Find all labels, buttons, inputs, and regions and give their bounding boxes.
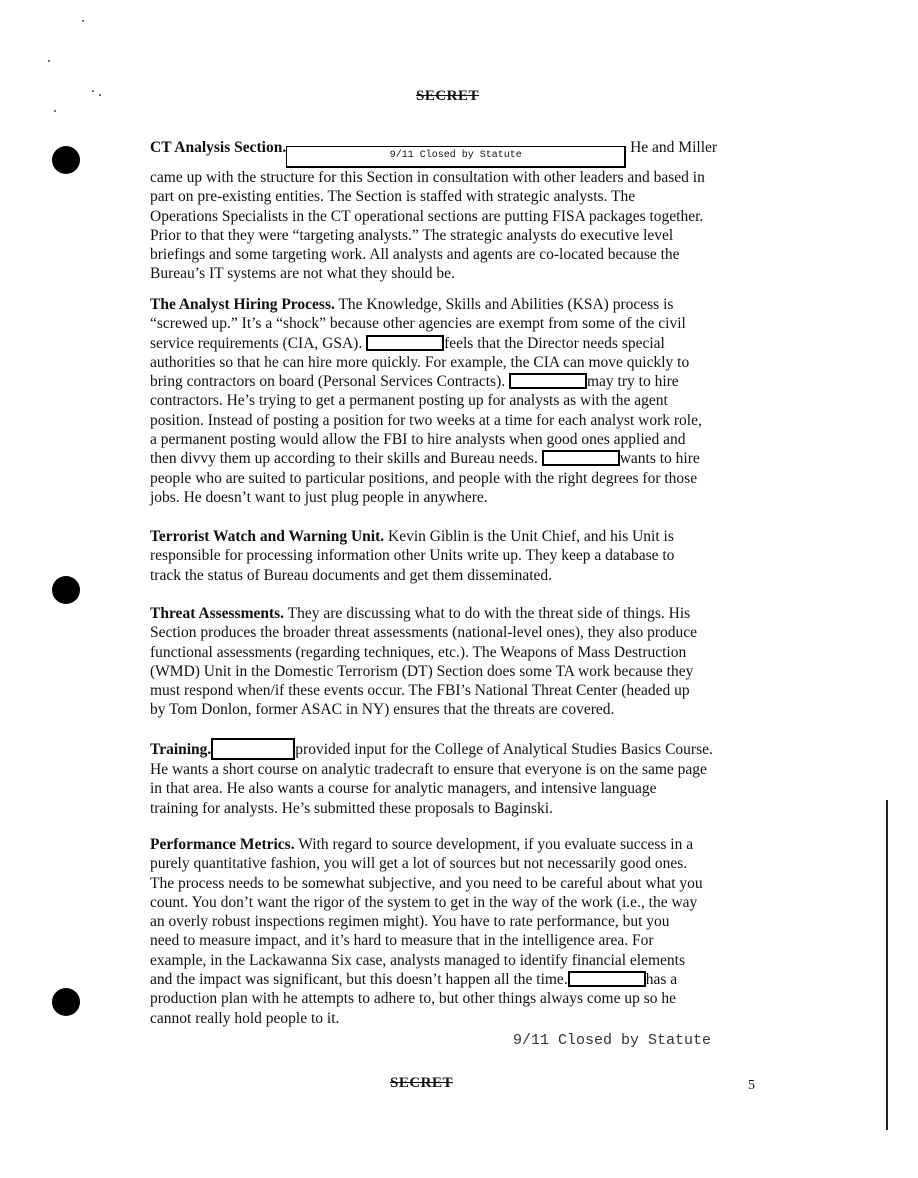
paragraph-performance-metrics <box>150 835 762 1028</box>
text-line: has a <box>645 971 678 989</box>
paragraph-analyst-hiring <box>150 295 762 507</box>
text-line: service requirements (CIA, GSA). <box>150 334 363 352</box>
text-line: feels that the Director needs special <box>444 334 665 352</box>
redaction-box <box>509 373 587 389</box>
margin-rule <box>886 800 888 1130</box>
text-line: bring contractors on board (Personal Services Contracts). <box>150 373 506 391</box>
text-line: He wants a short course on analytic tradecraft to ensure that everyone is on the same page <box>150 761 707 778</box>
paragraph-training <box>150 738 762 818</box>
classification-top: SECRET <box>416 88 480 104</box>
speck <box>92 90 94 92</box>
paragraph-heading: The Analyst Hiring Process. <box>150 296 335 313</box>
text-line: wants to hire <box>619 450 700 468</box>
paragraph-threat-assessments <box>150 604 762 720</box>
paragraph-heading: Threat Assessments. <box>150 605 285 622</box>
speck <box>48 60 50 62</box>
punch-hole <box>52 576 80 604</box>
redaction-box: 9/11 Closed by Statute <box>286 146 626 168</box>
text-line: in that area. He also wants a course for analytic managers, and intensive language <box>150 780 657 798</box>
text-line: came up with the structure for this Section in consultation with other leaders and based in <box>150 169 705 186</box>
redaction-box <box>366 335 444 351</box>
text-line: “screwed up.” It’s a “shock” because other agencies are exempt from some of the civil <box>150 315 686 333</box>
text-line: He and Miller <box>630 139 718 156</box>
redaction-box <box>542 450 620 466</box>
speck <box>82 20 84 22</box>
classification-bottom: SECRET <box>390 1075 454 1091</box>
paragraph-heading: Performance Metrics. <box>150 836 295 853</box>
text-line: must respond when/if these events occur. The FBI’s National Threat Center (headed up <box>150 682 690 700</box>
punch-hole <box>52 988 80 1016</box>
speck <box>54 110 56 112</box>
text-line: Section produces the broader threat assessments (national-level ones), they also produce <box>150 624 698 642</box>
text-line: count. You don’t want the rigor of the system to get in the way of the work (i.e., the way <box>150 893 698 911</box>
paragraph-ct-analysis <box>150 138 762 284</box>
text-line: authorities so that he can hire more quickly. For example, the CIA can move quickly to <box>150 353 690 371</box>
text-line: (WMD) Unit in the Domestic Terrorism (DT) Section does some TA work because they <box>150 662 694 680</box>
paragraph-heading: Terrorist Watch and Warning Unit. <box>150 528 385 545</box>
text-line: provided input for the College of Analytical Studies Basics Course. <box>295 741 713 758</box>
text-line: They are discussing what to do with the threat side of things. His <box>287 605 691 622</box>
text-line: Bureau’s IT systems are not what they should be. <box>150 265 455 283</box>
text-line: production plan with he attempts to adhere to, but other things always come up so he <box>150 990 677 1008</box>
text-line: With regard to source development, if you evaluate success in a <box>298 836 694 853</box>
text-line: example, in the Lackawanna Six case, analysts managed to identify financial elements <box>150 951 685 969</box>
text-line: then divvy them up according to their skills and Bureau needs. <box>150 450 538 468</box>
closed-by-statute-stamp: 9/11 Closed by Statute <box>513 1032 712 1049</box>
page-number: 5 <box>748 1078 755 1093</box>
text-line: The process needs to be somewhat subjective, and you need to be careful about what you <box>150 874 703 892</box>
text-line: briefings and some targeting work. All analysts and agents are co-located because the <box>150 246 680 264</box>
text-line: need to measure impact, and it’s hard to measure that in the intelligence area. For <box>150 932 654 950</box>
paragraph-heading: CT Analysis Section. <box>150 139 287 156</box>
text-line: Prior to that they were “targeting analysts.” The strategic analysts do executive level <box>150 226 674 244</box>
text-line: people who are suited to particular positions, and people with the right degrees for those <box>150 469 698 487</box>
redaction-box <box>211 738 295 760</box>
text-line: jobs. He doesn’t want to just plug people in anywhere. <box>150 488 488 506</box>
text-line: cannot really hold people to it. <box>150 1009 340 1027</box>
text-line: track the status of Bureau documents and get them disseminated. <box>150 566 553 584</box>
text-line: functional assessments (regarding techniques, etc.). The Weapons of Mass Destruction <box>150 643 687 661</box>
speck <box>99 94 101 96</box>
text-line: training for analysts. He’s submitted these proposals to Baginski. <box>150 799 553 817</box>
text-line: part on pre-existing entities. The Section is staffed with strategic analysts. The <box>150 188 636 206</box>
paragraph-terrorist-watch <box>150 527 762 585</box>
text-line: Operations Specialists in the CT operational sections are putting FISA packages together. <box>150 207 704 225</box>
text-line: may try to hire <box>586 373 679 391</box>
text-line: a permanent posting would allow the FBI to hire analysts when good ones applied and <box>150 431 686 449</box>
text-line: contractors. He’s trying to get a permanent posting up for analysts as with the agent <box>150 392 668 410</box>
text-line: and the impact was significant, but this doesn’t happen all the time. <box>150 971 568 989</box>
text-line: responsible for processing information other Units write up. They keep a database to <box>150 547 675 565</box>
text-line: The Knowledge, Skills and Abilities (KSA) process is <box>338 296 674 313</box>
punch-hole <box>52 146 80 174</box>
paragraph-heading: Training. <box>150 741 212 758</box>
redaction-box <box>568 971 646 987</box>
text-line: an overly robust inspections regimen might). You have to rate performance, but you <box>150 913 670 931</box>
text-line: purely quantitative fashion, you will get a lot of sources but not necessarily good ones. <box>150 855 688 873</box>
text-line: position. Instead of posting a position for two weeks at a time for each analyst work role, <box>150 411 702 429</box>
text-line: Kevin Giblin is the Unit Chief, and his Unit is <box>388 528 674 545</box>
text-line: by Tom Donlon, former ASAC in NY) ensures that the threats are covered. <box>150 701 615 719</box>
